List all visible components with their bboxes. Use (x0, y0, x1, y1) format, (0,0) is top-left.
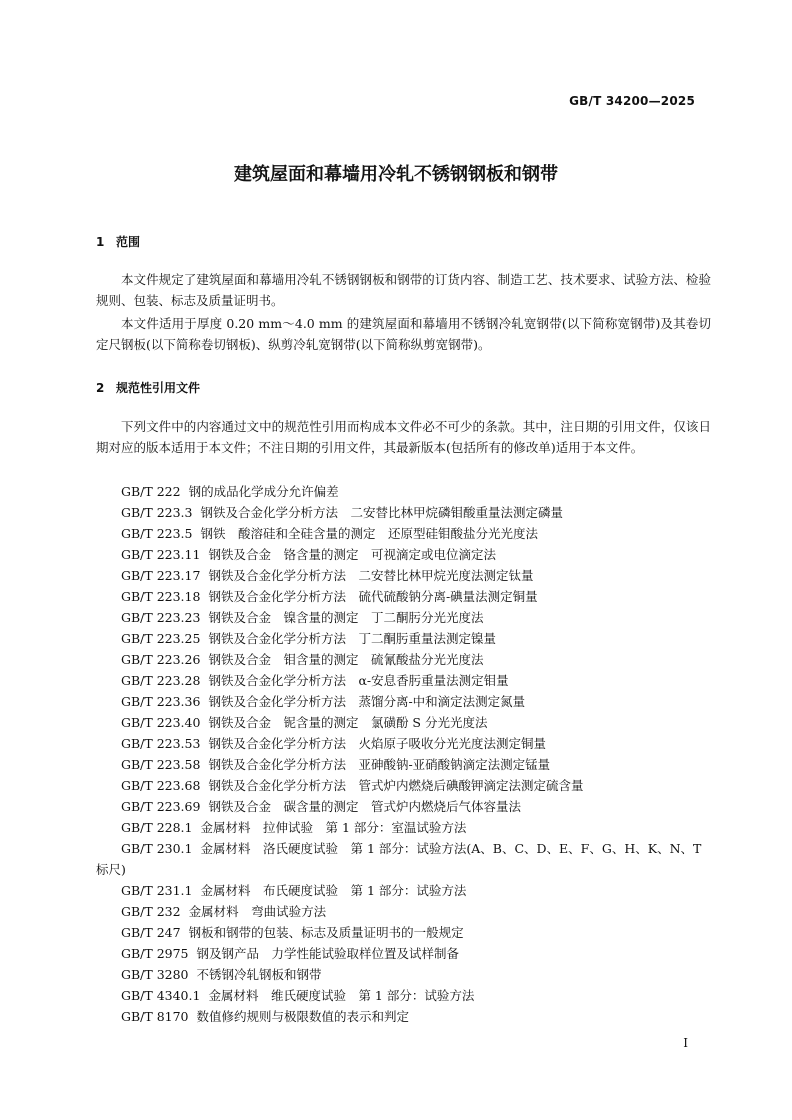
reference-item (96, 712, 711, 733)
section-number: 1 (96, 235, 105, 249)
reference-list (96, 481, 711, 1027)
reference-item (96, 565, 711, 586)
reference-code: GB/T 223.11 (121, 547, 201, 562)
reference-title: 钢铁及合金 铌含量的测定 氯磺酚 S 分光光度法 (208, 715, 488, 730)
reference-item (96, 985, 711, 1006)
reference-title: 钢的成品化学成分允许偏差 (188, 484, 339, 499)
section-1-paragraph-2: 本文件适用于厚度 0.20 mm～4.0 mm 的建筑屋面和幕墙用不锈钢冷轧宽钢带(以下简称宽钢带)及其卷切定尺钢板(以下简称卷切钢板)、纵剪冷轧宽钢带(以下简称纵剪宽钢带)。 (96, 316, 711, 352)
reference-item (96, 649, 711, 670)
reference-item (96, 1006, 711, 1027)
reference-item (96, 817, 711, 838)
reference-item (96, 733, 711, 754)
reference-code: GB/T 223.17 (121, 568, 201, 583)
reference-code: GB/T 223.25 (121, 631, 201, 646)
reference-item (96, 670, 711, 691)
reference-title: 金属材料 弯曲试验方法 (188, 904, 327, 919)
reference-item (96, 943, 711, 964)
reference-item (96, 838, 711, 880)
section-title: 规范性引用文件 (116, 381, 201, 395)
section-2-paragraph-1: 下列文件中的内容通过文中的规范性引用而构成本文件必不可少的条款。其中，注日期的引用文件，仅该日期对应的版本适用于本文件；不注日期的引用文件，其最新版本(包括所有的修改单)适用于本文件。 (96, 419, 711, 455)
reference-title: 钢铁及合金化学分析方法 亚砷酸钠-亚硝酸钠滴定法测定锰量 (208, 757, 551, 772)
reference-item (96, 523, 711, 544)
reference-title: 钢板和钢带的包装、标志及质量证明书的一般规定 (188, 925, 464, 940)
reference-title: 数值修约规则与极限数值的表示和判定 (196, 1009, 410, 1024)
reference-code: GB/T 223.53 (121, 736, 201, 751)
page-number: I (683, 1036, 688, 1050)
reference-title: 钢铁及合金 镍含量的测定 丁二酮肟分光光度法 (208, 610, 484, 625)
reference-title: 钢铁及合金化学分析方法 蒸馏分离-中和滴定法测定氮量 (208, 694, 526, 709)
reference-code: GB/T 8170 (121, 1009, 189, 1024)
section-1-paragraph-1: 本文件规定了建筑屋面和幕墙用冷轧不锈钢钢板和钢带的订货内容、制造工艺、技术要求、试验方法、检验规则、包装、标志及质量证明书。 (96, 272, 711, 308)
reference-code: GB/T 223.5 (121, 526, 193, 541)
reference-title: 钢铁及合金 钼含量的测定 硫氰酸盐分光光度法 (208, 652, 484, 667)
reference-item (96, 922, 711, 943)
reference-code: GB/T 223.36 (121, 694, 201, 709)
section-1-heading (96, 233, 140, 250)
reference-title: 钢铁及合金 铬含量的测定 可视滴定或电位滴定法 (208, 547, 496, 562)
section-title: 范围 (116, 235, 141, 249)
reference-code: GB/T 2975 (121, 946, 189, 961)
reference-item (96, 796, 711, 817)
reference-code: GB/T 223.18 (121, 589, 201, 604)
reference-code: GB/T 247 (121, 925, 181, 940)
reference-title: 金属材料 洛氏硬度试验 第 1 部分：试验方法(A、B、C、D、E、F、G、H、K、N、T 标尺) (96, 841, 702, 877)
reference-item (96, 481, 711, 502)
reference-item (96, 607, 711, 628)
section-2-heading (96, 379, 200, 396)
reference-code: GB/T 232 (121, 904, 181, 919)
reference-code: GB/T 223.26 (121, 652, 201, 667)
reference-code: GB/T 223.23 (121, 610, 201, 625)
reference-item (96, 880, 711, 901)
reference-title: 钢铁及合金化学分析方法 α-安息香肟重量法测定钼量 (208, 673, 509, 688)
reference-code: GB/T 223.68 (121, 778, 201, 793)
reference-code: GB/T 230.1 (121, 841, 193, 856)
reference-title: 钢铁及合金化学分析方法 管式炉内燃烧后碘酸钾滴定法测定硫含量 (208, 778, 584, 793)
reference-code: GB/T 223.3 (121, 505, 193, 520)
reference-item (96, 964, 711, 985)
reference-code: GB/T 223.58 (121, 757, 201, 772)
reference-title: 钢铁及合金化学分析方法 硫代硫酸钠分离-碘量法测定铜量 (208, 589, 538, 604)
reference-item (96, 775, 711, 796)
reference-item (96, 586, 711, 607)
reference-code: GB/T 3280 (121, 967, 189, 982)
reference-title: 金属材料 布氏硬度试验 第 1 部分：试验方法 (200, 883, 467, 898)
reference-item (96, 754, 711, 775)
reference-code: GB/T 231.1 (121, 883, 193, 898)
reference-title: 钢铁及合金化学分析方法 丁二酮肟重量法测定镍量 (208, 631, 496, 646)
reference-code: GB/T 228.1 (121, 820, 193, 835)
reference-title: 金属材料 拉伸试验 第 1 部分：室温试验方法 (200, 820, 467, 835)
reference-item (96, 628, 711, 649)
reference-code: GB/T 222 (121, 484, 181, 499)
document-id: GB/T 34200—2025 (569, 94, 695, 108)
reference-item (96, 544, 711, 565)
reference-title: 钢及钢产品 力学性能试验取样位置及试样制备 (196, 946, 460, 961)
reference-item (96, 901, 711, 922)
reference-item (96, 502, 711, 523)
document-title: 建筑屋面和幕墙用冷轧不锈钢钢板和钢带 (234, 164, 558, 185)
reference-item (96, 691, 711, 712)
reference-code: GB/T 223.28 (121, 673, 201, 688)
reference-title: 钢铁及合金 碳含量的测定 管式炉内燃烧后气体容量法 (208, 799, 521, 814)
reference-title: 金属材料 维氏硬度试验 第 1 部分：试验方法 (208, 988, 475, 1003)
reference-code: GB/T 4340.1 (121, 988, 201, 1003)
reference-code: GB/T 223.40 (121, 715, 201, 730)
reference-title: 不锈钢冷轧钢板和钢带 (196, 967, 322, 982)
reference-title: 钢铁 酸溶硅和全硅含量的测定 还原型硅钼酸盐分光光度法 (200, 526, 538, 541)
reference-title: 钢铁及合金化学分析方法 火焰原子吸收分光光度法测定铜量 (208, 736, 546, 751)
reference-code: GB/T 223.69 (121, 799, 201, 814)
section-number: 2 (96, 381, 105, 395)
reference-title: 钢铁及合金化学分析方法 二安替比林甲烷磷钼酸重量法测定磷量 (200, 505, 563, 520)
reference-title: 钢铁及合金化学分析方法 二安替比林甲烷光度法测定钛量 (208, 568, 534, 583)
